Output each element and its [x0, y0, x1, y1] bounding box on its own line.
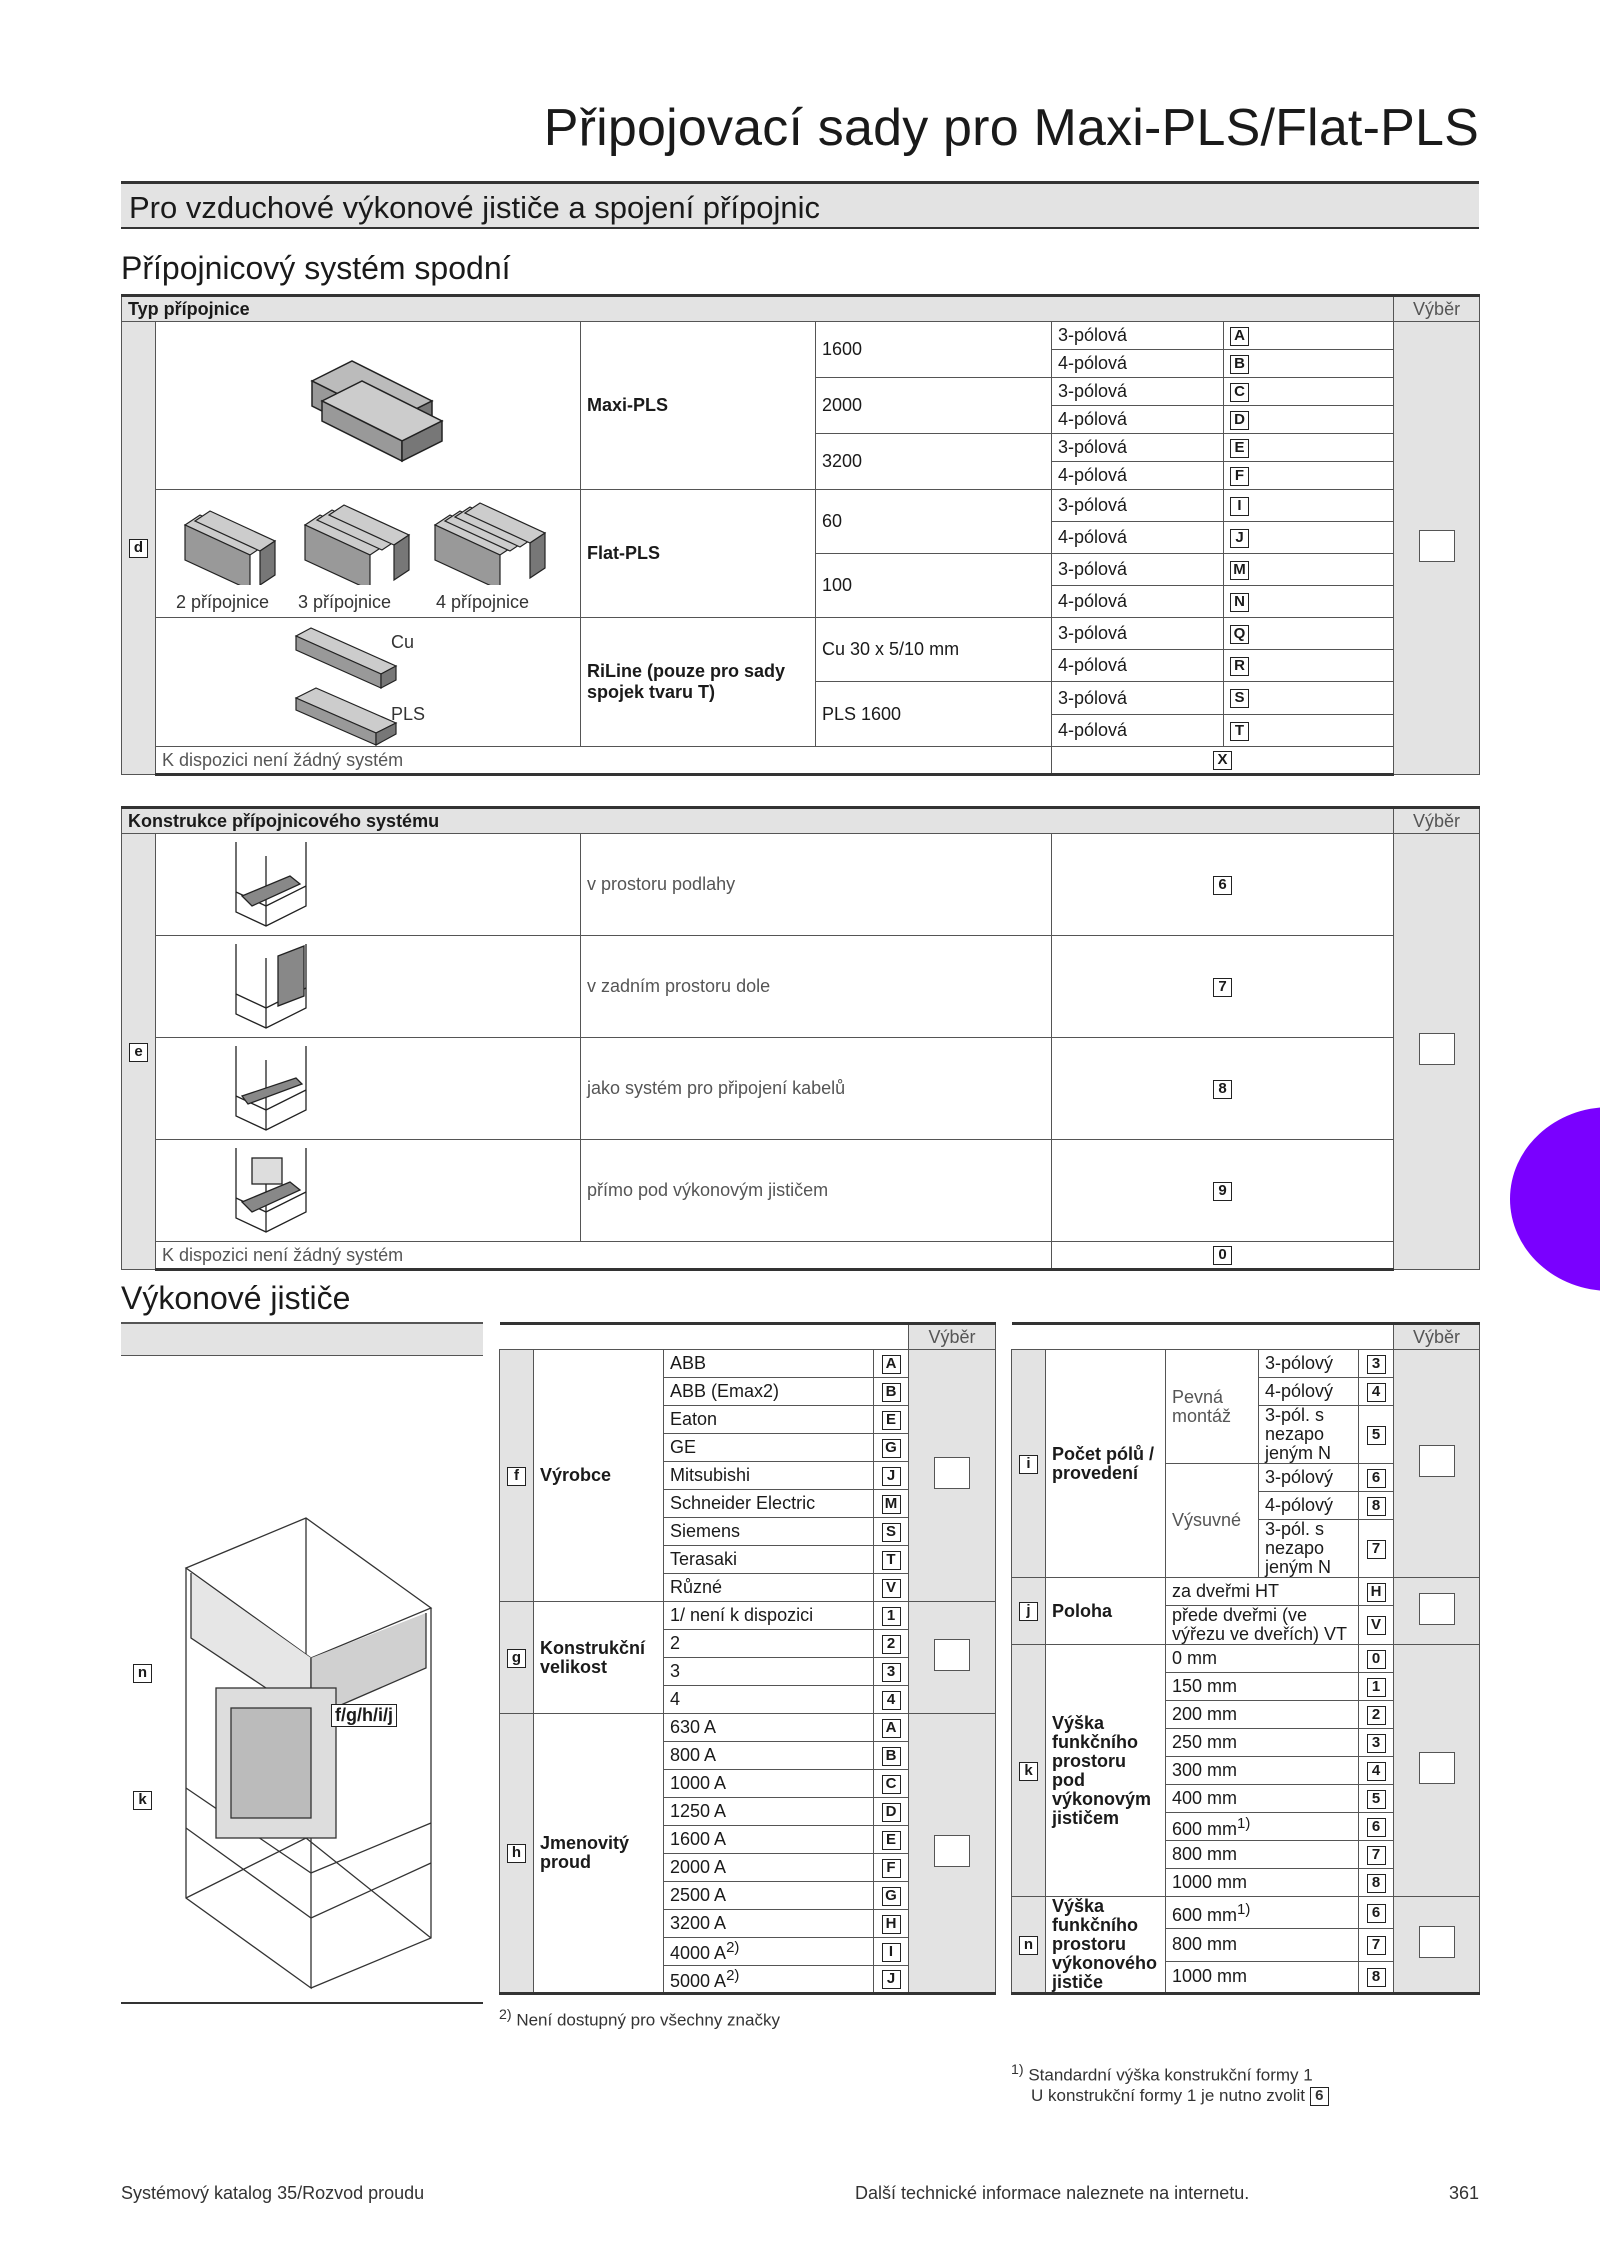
- pole-label: 4-pólová: [1052, 350, 1224, 378]
- option-label: 3-pól. s nezapo jeným N: [1259, 1406, 1359, 1464]
- code-S: S: [1230, 689, 1249, 708]
- footer-center: Další technické informace naleznete na internetu.: [855, 2183, 1250, 2203]
- footnote-ref: 1): [1237, 1901, 1251, 1919]
- option-label: 1600 A: [664, 1826, 874, 1854]
- riline-icon: [156, 618, 579, 746]
- fig-label-k: k: [133, 1791, 152, 1810]
- code-H: H: [1367, 1583, 1386, 1602]
- letter-e: e: [129, 1043, 148, 1062]
- option-label: ABB (Emax2): [664, 1378, 874, 1406]
- option-label: Eaton: [664, 1406, 874, 1434]
- option-label: Různé: [664, 1574, 874, 1602]
- option-label: 3200 A: [664, 1910, 874, 1938]
- selection-box-k[interactable]: [1419, 1752, 1455, 1784]
- option-label: 3-pólový: [1259, 1464, 1359, 1492]
- selection-box-i[interactable]: [1419, 1445, 1455, 1477]
- val-100: 100: [816, 554, 1052, 618]
- fig-label-fghij: f/g/h/i/j: [331, 1704, 397, 1727]
- code-7: 7: [1367, 1846, 1386, 1865]
- option-label: 4: [664, 1686, 874, 1714]
- letter-i: i: [1019, 1455, 1038, 1474]
- code-N: N: [1230, 593, 1249, 612]
- none-label: K dispozici není žádný systém: [156, 1242, 1052, 1270]
- note-1-sup: 1): [1011, 2062, 1024, 2078]
- flat-pls-image: [156, 490, 581, 618]
- option-label: 400 mm: [1166, 1785, 1359, 1813]
- cable-system-icon: [156, 1038, 576, 1134]
- option-label: 3: [664, 1658, 874, 1686]
- code-G: G: [882, 1887, 901, 1906]
- flat-pls-icon: [160, 495, 575, 585]
- pole-label: 4-pólová: [1052, 462, 1224, 490]
- vyber-label: Výběr: [1394, 296, 1480, 322]
- vyber-label: Výběr: [1394, 808, 1480, 834]
- flat-label-3: 3 přípojnice: [298, 592, 392, 612]
- val-2000: 2000: [816, 378, 1052, 434]
- pole-label: 4-pólová: [1052, 406, 1224, 434]
- mount-label: Pevná montáž: [1166, 1350, 1259, 1464]
- code-F: F: [1230, 467, 1249, 486]
- code-R: R: [1230, 657, 1249, 676]
- code-7: 7: [1367, 1540, 1386, 1559]
- mount-label: Výsuvné: [1166, 1464, 1259, 1578]
- code-T: T: [1230, 722, 1249, 741]
- breaker-middle-table: [499, 1322, 996, 1995]
- note-2-sup: 2): [499, 2007, 512, 2023]
- code-E: E: [882, 1831, 901, 1850]
- code-A: A: [882, 1719, 901, 1738]
- pole-label: 3-pólová: [1052, 434, 1224, 462]
- option-label: 4000 $A^{2)}$: [664, 1938, 874, 1966]
- option-label: Mitsubishi: [664, 1462, 874, 1490]
- code-3: 3: [1367, 1734, 1386, 1753]
- page-title: Připojovací sady pro Maxi-PLS/Flat-PLS: [543, 99, 1479, 157]
- rear-mount-icon: [156, 936, 576, 1032]
- band-title: Pro vzduchové výkonové jističe a spojení přípojnic: [129, 190, 820, 225]
- code-9: 9: [1213, 1182, 1232, 1201]
- option-label: 5000 $A^{2)}$: [664, 1966, 874, 1994]
- val-cu: Cu 30 x 5/10 mm: [816, 618, 1052, 682]
- code-4: 4: [882, 1691, 901, 1710]
- note-1-line2: U konstrukční formy 1 je nutno zvolit: [1031, 2085, 1306, 2105]
- selection-box-h[interactable]: [934, 1835, 970, 1867]
- val-pls1600: PLS 1600: [816, 682, 1052, 747]
- below-breaker-icon: [156, 1140, 576, 1236]
- pole-label: 4-pólová: [1052, 522, 1224, 554]
- code-7: 7: [1367, 1936, 1386, 1955]
- option-label: 2000 A: [664, 1854, 874, 1882]
- floor-mount-icon: [156, 834, 576, 930]
- option-label: 630 A: [664, 1714, 874, 1742]
- vyber-label: Výběr: [909, 1324, 996, 1350]
- cabinet-illustration: [121, 1358, 483, 1998]
- code-D: D: [882, 1803, 901, 1822]
- busbar-construction-table: [121, 806, 1480, 1271]
- option-label: 1250 A: [664, 1798, 874, 1826]
- option-label: 200 mm: [1166, 1701, 1359, 1729]
- pole-label: 4-pólová: [1052, 650, 1224, 682]
- option-label: 2500 A: [664, 1882, 874, 1910]
- code-4: 4: [1367, 1762, 1386, 1781]
- code-E: E: [882, 1411, 901, 1430]
- construction-label: přímo pod výkonovým jističem: [581, 1140, 1052, 1242]
- group-label: Jmenovitý proud: [534, 1714, 664, 1994]
- letter-j: j: [1019, 1602, 1038, 1621]
- option-label: 800 A: [664, 1742, 874, 1770]
- letter-n: n: [1019, 1936, 1038, 1955]
- note-1: [1011, 2060, 1329, 2106]
- code-C: C: [882, 1775, 901, 1794]
- option-label: 3-pólový: [1259, 1350, 1359, 1378]
- selection-box-n[interactable]: [1419, 1926, 1455, 1958]
- option-label: 0 mm: [1166, 1645, 1359, 1673]
- option-label: 800 mm: [1166, 1841, 1359, 1869]
- option-label: GE: [664, 1434, 874, 1462]
- option-label: 600 $mm^{1)}$: [1166, 1813, 1359, 1841]
- code-A: A: [1230, 327, 1249, 346]
- option-label: 800 mm: [1166, 1929, 1359, 1961]
- val-3200: 3200: [816, 434, 1052, 490]
- footnote-ref: 2): [726, 1939, 740, 1956]
- option-label: 1000 mm: [1166, 1869, 1359, 1897]
- option-label: 4-pólový: [1259, 1492, 1359, 1520]
- cabinet-figure: [121, 1322, 483, 2004]
- pole-label: 3-pólová: [1052, 378, 1224, 406]
- code-Q: Q: [1230, 625, 1249, 644]
- letter-g: g: [507, 1649, 526, 1668]
- code-2: 2: [882, 1635, 901, 1654]
- vyber-label: Výběr: [1394, 1324, 1480, 1350]
- fig-label-n: n: [133, 1664, 152, 1683]
- code-6: 6: [1213, 876, 1232, 895]
- code-G: G: [882, 1439, 901, 1458]
- code-7: 7: [1213, 978, 1232, 997]
- note-1-code: 6: [1310, 2087, 1329, 2106]
- code-B: B: [882, 1383, 901, 1402]
- selection-box-g[interactable]: [934, 1639, 970, 1671]
- code-8: 8: [1213, 1080, 1232, 1099]
- option-label: 1000 A: [664, 1770, 874, 1798]
- construction-label: v zadním prostoru dole: [581, 936, 1052, 1038]
- option-label: Siemens: [664, 1518, 874, 1546]
- pole-label: 4-pólová: [1052, 715, 1224, 747]
- option-label: 1/ není k dispozici: [664, 1602, 874, 1630]
- option-label: 250 mm: [1166, 1729, 1359, 1757]
- busbar-type-table: [121, 294, 1480, 776]
- group-label: Výrobce: [534, 1350, 664, 1602]
- code-6: 6: [1367, 1818, 1386, 1837]
- riline-image: [156, 618, 581, 747]
- code-6: 6: [1367, 1904, 1386, 1923]
- code-F: F: [882, 1859, 901, 1878]
- construction-label: v prostoru podlahy: [581, 834, 1052, 936]
- option-label: Terasaki: [664, 1546, 874, 1574]
- code-0: 0: [1367, 1650, 1386, 1669]
- code-I: I: [1230, 497, 1249, 516]
- breaker-right-table: [1011, 1322, 1480, 1995]
- option-label: 2: [664, 1630, 874, 1658]
- flat-label-4: 4 přípojnice: [436, 592, 530, 612]
- option-label: ABB: [664, 1350, 874, 1378]
- code-3: 3: [882, 1663, 901, 1682]
- group-label: Konstrukční velikost: [534, 1602, 664, 1714]
- selection-box-d[interactable]: [1419, 530, 1455, 562]
- group-label: Výška funkčního prostoru pod výkonovým jističem: [1046, 1645, 1166, 1897]
- pole-label: 3-pólová: [1052, 682, 1224, 715]
- option-label: 4-pólový: [1259, 1378, 1359, 1406]
- riline-label: RiLine (pouze pro sady spojek tvaru T): [581, 618, 816, 747]
- construction-header: Konstrukce přípojnicového systému: [122, 808, 1394, 834]
- section-band: [121, 181, 1479, 229]
- note-2-text: Není dostupný pro všechny značky: [516, 2010, 780, 2030]
- letter-k: k: [1019, 1762, 1038, 1781]
- footer-page: 361: [1449, 2183, 1480, 2203]
- construction-label: jako systém pro připojení kabelů: [581, 1038, 1052, 1140]
- code-X: X: [1213, 751, 1232, 770]
- footnote-ref: 2): [726, 1966, 740, 1984]
- code-1: 1: [882, 1607, 901, 1626]
- riline-cu-label: Cu: [391, 632, 415, 652]
- selection-box-e[interactable]: [1419, 1033, 1455, 1065]
- note-2: [499, 2007, 780, 2031]
- val-1600: 1600: [816, 322, 1052, 378]
- letter-d: d: [129, 539, 148, 558]
- pole-label: 3-pólová: [1052, 554, 1224, 586]
- code-8: 8: [1367, 1968, 1386, 1987]
- option-label: 150 mm: [1166, 1673, 1359, 1701]
- code-6: 6: [1367, 1469, 1386, 1488]
- code-J: J: [882, 1970, 901, 1989]
- pole-label: 3-pólová: [1052, 490, 1224, 522]
- code-4: 4: [1367, 1383, 1386, 1402]
- val-60: 60: [816, 490, 1052, 554]
- code-C: C: [1230, 383, 1249, 402]
- option-label: 3-pól. s nezapo jeným N: [1259, 1520, 1359, 1578]
- code-H: H: [882, 1915, 901, 1934]
- section3-heading: Výkonové jističe: [121, 1280, 351, 1316]
- flat-pls-label: Flat-PLS: [581, 490, 816, 618]
- footnote-ref: 1): [1237, 1815, 1251, 1832]
- code-2: 2: [1367, 1706, 1386, 1725]
- code-J: J: [1230, 529, 1249, 548]
- option-label: Schneider Electric: [664, 1490, 874, 1518]
- code-M: M: [882, 1495, 901, 1514]
- pole-label: 3-pólová: [1052, 322, 1224, 350]
- code-I: I: [882, 1943, 901, 1962]
- option-label: 600 $mm^{1)}$: [1166, 1897, 1359, 1929]
- note-1-line1: Standardní výška konstrukční formy 1: [1028, 2065, 1313, 2085]
- letter-h: h: [507, 1844, 526, 1863]
- group-label: Výška funkčního prostoru výkonového jističe: [1046, 1897, 1166, 1994]
- code-5: 5: [1367, 1426, 1386, 1445]
- flat-label-2: 2 přípojnice: [176, 592, 270, 612]
- pole-label: 4-pólová: [1052, 586, 1224, 618]
- option-label: 1000 mm: [1166, 1961, 1359, 1993]
- code-E: E: [1230, 439, 1249, 458]
- section1-heading: Přípojnicový systém spodní: [121, 250, 511, 286]
- group-label: Počet pólů / provedení: [1046, 1350, 1166, 1578]
- maxi-pls-label: Maxi-PLS: [581, 322, 816, 490]
- code-1: 1: [1367, 1678, 1386, 1697]
- none-label: K dispozici není žádný systém: [156, 747, 1052, 775]
- code-5: 5: [1367, 1790, 1386, 1809]
- maxi-pls-image: [156, 322, 581, 490]
- code-B: B: [1230, 355, 1249, 374]
- option-label: za dveřmi HT: [1166, 1578, 1359, 1606]
- code-B: B: [882, 1747, 901, 1766]
- code-3: 3: [1367, 1355, 1386, 1374]
- code-8: 8: [1367, 1497, 1386, 1516]
- riline-pls-label: PLS: [391, 704, 426, 724]
- code-V: V: [882, 1579, 901, 1598]
- group-label: Poloha: [1046, 1578, 1166, 1645]
- footer-left: Systémový katalog 35/Rozvod proudu: [121, 2183, 425, 2203]
- option-label: 300 mm: [1166, 1757, 1359, 1785]
- code-S: S: [882, 1523, 901, 1542]
- option-label: přede dveřmi (ve výřezu ve dveřích) VT: [1166, 1606, 1359, 1645]
- busbar-type-header: Typ přípojnice: [122, 296, 1394, 322]
- selection-box-j[interactable]: [1419, 1593, 1455, 1625]
- code-V: V: [1367, 1616, 1386, 1635]
- code-T: T: [882, 1551, 901, 1570]
- code-D: D: [1230, 411, 1249, 430]
- code-0: 0: [1213, 1246, 1232, 1265]
- pole-label: 3-pólová: [1052, 618, 1224, 650]
- accent-tab: [1510, 1107, 1600, 1291]
- code-M: M: [1230, 561, 1249, 580]
- maxi-pls-icon: [162, 326, 582, 486]
- letter-f: f: [507, 1467, 526, 1486]
- code-A: A: [882, 1355, 901, 1374]
- code-8: 8: [1367, 1874, 1386, 1893]
- code-J: J: [882, 1467, 901, 1486]
- selection-box-f[interactable]: [934, 1457, 970, 1489]
